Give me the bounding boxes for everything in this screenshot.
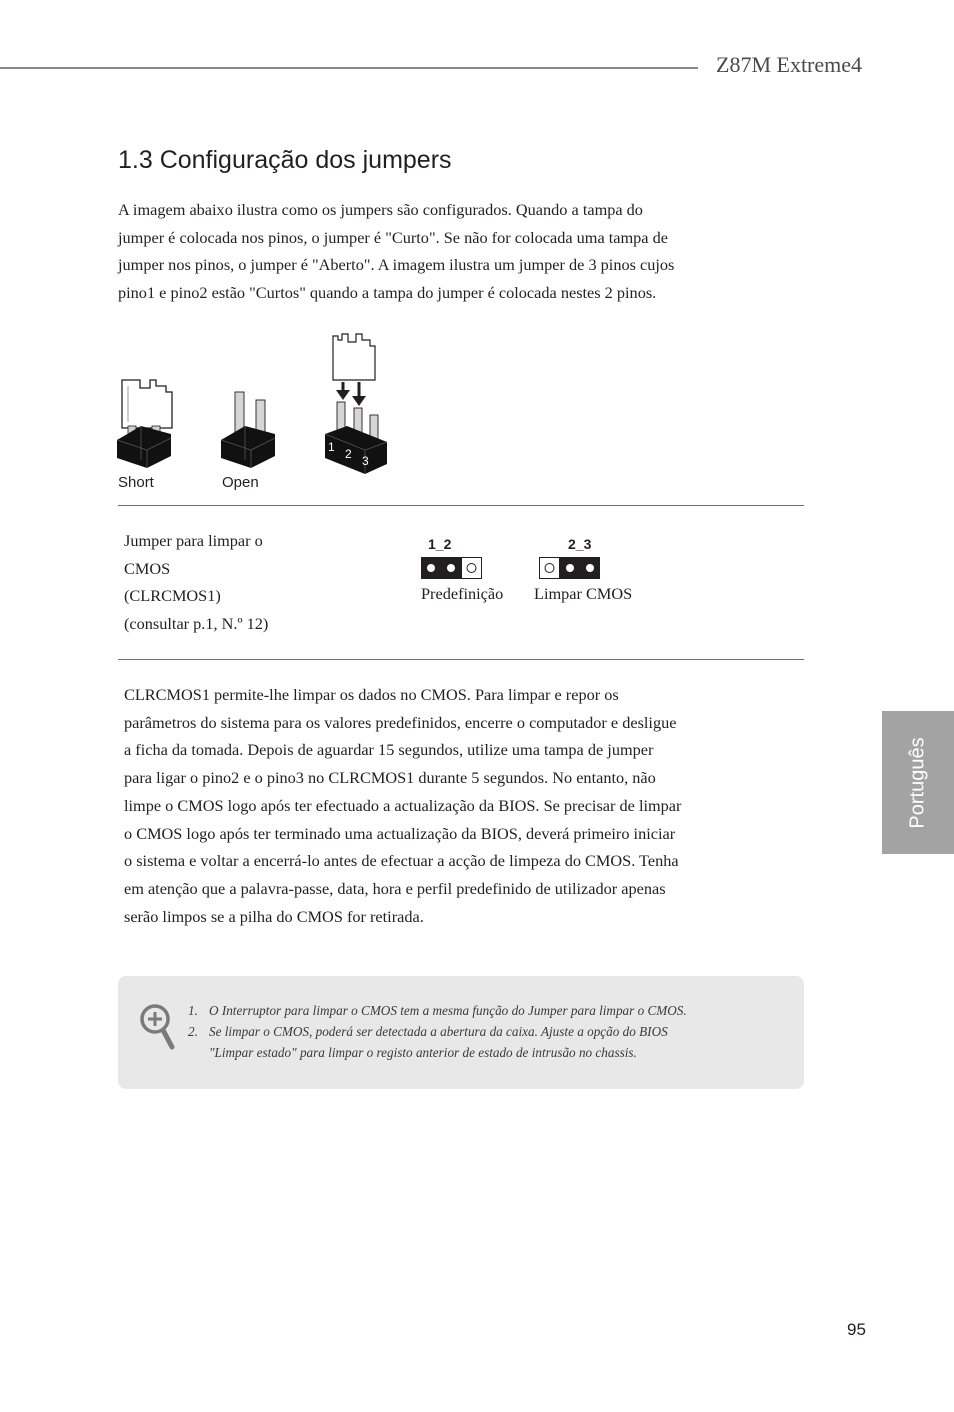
- note-line: "Limpar estado" para limpar o registo anterior de estado de intrusão no chassis.: [209, 1045, 637, 1060]
- description-line: para ligar o pino2 e o pino3 no CLRCMOS1 durante 5 segundos. No entanto, não: [124, 768, 656, 788]
- note-number: 2.: [188, 1024, 198, 1039]
- intro-line: A imagem abaixo ilustra como os jumpers são configurados. Quando a tampa do: [118, 200, 643, 219]
- open-jumper-icon: [221, 392, 275, 468]
- header-rule: [0, 67, 698, 69]
- pin-header-1-2-icon: [420, 556, 484, 582]
- header-model-title: Z87M Extreme4: [716, 52, 863, 77]
- setting-clear-caption: Limpar CMOS: [534, 584, 633, 603]
- pin-2-label: 2: [345, 447, 352, 461]
- page-number: 95: [847, 1320, 866, 1339]
- table-top-rule: [118, 505, 804, 506]
- description-line: limpe o CMOS logo após ter efectuado a actualização da BIOS. Se precisar de limpar: [124, 795, 682, 815]
- magnifier-plus-icon: [138, 1002, 178, 1052]
- language-side-tab-label: Português: [906, 736, 929, 829]
- intro-line: pino1 e pino2 estão "Curtos" quando a tampa do jumper é colocada nestes 2 pinos.: [118, 283, 657, 303]
- short-jumper-icon: [117, 380, 172, 468]
- description-line: parâmetros do sistema para os valores predefinidos, encerre o computador e desligue: [124, 712, 677, 732]
- section-title: 1.3 Configuração dos jumpers: [118, 146, 452, 174]
- setting-clear-pins-label: 2_3: [568, 536, 592, 552]
- description-line: CLRCMOS1 permite-lhe limpar os dados no CMOS. Para limpar e repor os: [124, 685, 619, 704]
- setting-default-pins-label: 1_2: [428, 536, 452, 552]
- open-label: Open: [222, 474, 259, 491]
- description-line: o CMOS logo após ter terminado uma actualização da BIOS, deverá primeiro iniciar: [124, 823, 676, 843]
- note-item: [188, 1000, 687, 1021]
- jumper-name-cell: [124, 527, 364, 638]
- short-label: Short: [118, 474, 154, 491]
- note-box: [118, 976, 804, 1089]
- jumper-illustration: [114, 330, 404, 495]
- pin-header-2-3-icon: [538, 556, 602, 582]
- intro-line: jumper é colocada nos pinos, o jumper é "Curto". Se não for colocada uma tampa de: [118, 227, 668, 247]
- note-list: [188, 1000, 687, 1063]
- description-line: em atenção que a palavra-passe, data, hora e perfil predefinido de utilizador apenas: [124, 878, 666, 898]
- table-bottom-rule: [118, 659, 804, 660]
- note-item: [188, 1021, 687, 1063]
- jumper-name-line: (consultar p.1, N.º 12): [124, 614, 269, 634]
- description-line: a ficha da tomada. Depois de aguardar 15 segundos, utilize uma tampa de jumper: [124, 740, 654, 760]
- note-number: 1.: [188, 1003, 198, 1018]
- setting-default-caption: Predefinição: [421, 584, 504, 603]
- note-line: Se limpar o CMOS, poderá ser detectada a abertura da caixa. Ajuste a opção do BIOS: [209, 1024, 668, 1039]
- note-line: O Interruptor para limpar o CMOS tem a mesma função do Jumper para limpar o CMOS.: [209, 1003, 687, 1018]
- pin-3-label: 3: [362, 454, 369, 468]
- language-side-tab: [882, 711, 954, 854]
- intro-line: jumper nos pinos, o jumper é "Aberto". A imagem ilustra um jumper de 3 pinos cujos: [118, 255, 675, 275]
- description-line: o sistema e voltar a encerrá-lo antes de efectuar a acção de limpeza do CMOS. Tenha: [124, 851, 679, 871]
- description-paragraph: [124, 681, 764, 930]
- jumper-name-line: Jumper para limpar o: [124, 531, 263, 550]
- jumper-name-line: (CLRCMOS1): [124, 586, 221, 606]
- jumper-name-line: CMOS: [124, 558, 171, 578]
- pin-1-label: 1: [328, 440, 335, 454]
- description-line: serão limpos se a pilha do CMOS for retirada.: [124, 906, 424, 926]
- intro-paragraph: [118, 196, 768, 307]
